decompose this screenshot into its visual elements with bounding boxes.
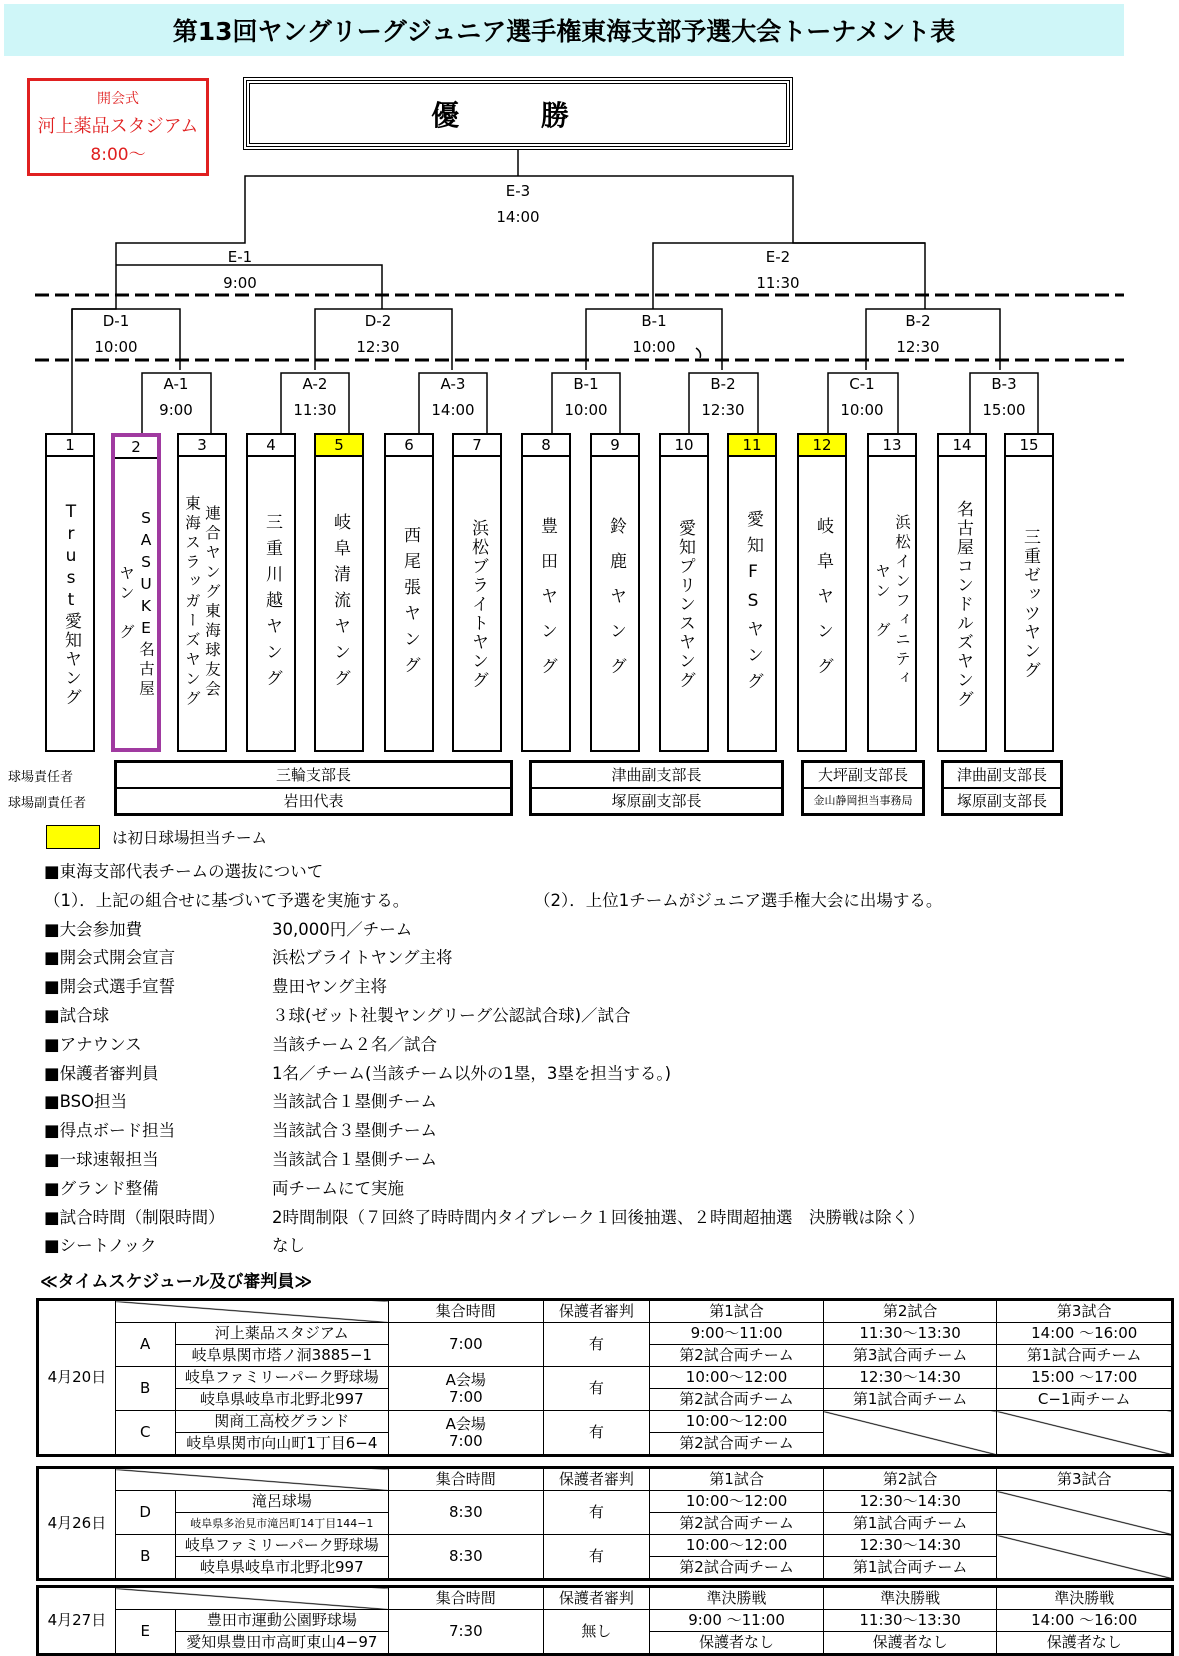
match-id: B-1 — [573, 375, 599, 393]
info-key: ■開会式選手宣誓 — [44, 977, 176, 997]
game2-time: 12:30〜14:30 — [823, 1535, 997, 1557]
info-value: ３球(ゼット社製ヤングリーグ公認試合球)／試合 — [272, 1005, 631, 1025]
team-column — [246, 433, 296, 752]
team-number: 11 — [729, 435, 775, 457]
match-b3 — [974, 371, 1034, 423]
game3-time: 15:00 〜17:00 — [997, 1367, 1173, 1389]
team-name — [869, 457, 915, 745]
info-note-2: （2）．上位1チームがジュニア選手権大会に出場する。 — [534, 890, 943, 910]
game3-empty — [997, 1411, 1173, 1456]
match-time: 10:00 — [564, 401, 608, 419]
info-row — [44, 1146, 1144, 1175]
umpire-flag: 有 — [543, 1411, 650, 1456]
gather-clock: 7:00 — [448, 1431, 483, 1450]
info-key: ■試合時間（制限時間） — [44, 1207, 225, 1227]
info-key: ■グランド整備 — [44, 1178, 159, 1198]
match-e1 — [210, 244, 270, 296]
team-name: 岐阜清流ヤング — [330, 513, 350, 695]
deputy-name: 塚原副支部長 — [532, 787, 781, 813]
game2-time: 12:30〜14:30 — [823, 1367, 997, 1389]
team-name-part: ヤン グ — [117, 565, 135, 643]
schedule-title: ≪タイムスケジュール及び審判員≫ — [40, 1272, 313, 1292]
info-value: 両チームにて実施 — [272, 1178, 404, 1198]
header-blank — [115, 1468, 388, 1491]
match-id: A-2 — [302, 375, 328, 393]
venue-code: E — [115, 1610, 175, 1655]
info-value: 当該試合３塁側チーム — [272, 1121, 437, 1141]
team-number: 2 — [115, 437, 157, 459]
info-value: 30,000円／チーム — [272, 919, 413, 939]
match-time: 12:30 — [896, 338, 940, 356]
team-column — [314, 433, 364, 752]
match-id: E-1 — [227, 248, 253, 266]
match-time: 12:30 — [701, 401, 745, 419]
gather-time — [389, 1367, 544, 1411]
header-semi3: 準決勝戦 — [997, 1587, 1173, 1610]
match-d1 — [86, 308, 146, 360]
header-gather: 集合時間 — [389, 1300, 544, 1323]
game1-time: 10:00〜12:00 — [650, 1367, 824, 1389]
schedule-day1-table — [36, 1298, 1174, 1457]
game3-umpires: 第1試合両チーム — [997, 1345, 1173, 1367]
opening-venue: 河上薬品スタジアム — [37, 116, 199, 137]
team-number: 9 — [592, 435, 638, 457]
info-value: 当該試合１塁側チーム — [272, 1092, 437, 1112]
team-number: 10 — [661, 435, 707, 457]
team-name: Trust愛知ヤング — [61, 501, 81, 707]
match-b1-r — [556, 371, 616, 423]
role-label-deputy: 球場副責任者 — [8, 796, 87, 811]
gather-time: 8:30 — [389, 1535, 544, 1580]
day2-date: 4月26日 — [38, 1468, 116, 1580]
venue-code: B — [115, 1535, 175, 1580]
umpire-flag: 有 — [543, 1367, 650, 1411]
game2-umpires: 保護者なし — [823, 1632, 997, 1655]
info-row — [44, 1175, 1144, 1204]
game2-umpires: 第3試合両チーム — [823, 1345, 997, 1367]
umpire-flag: 有 — [543, 1323, 650, 1367]
match-a1 — [146, 371, 206, 423]
team-name: 三重川越ヤング — [262, 513, 282, 695]
match-c1 — [832, 371, 892, 423]
match-id: D-2 — [364, 312, 392, 330]
team-column — [937, 433, 987, 752]
info-row — [44, 1031, 1144, 1060]
match-time: 11:30 — [756, 274, 800, 292]
info-key: ■アナウンス — [44, 1034, 142, 1054]
team-name: 岐阜ヤング — [813, 516, 833, 692]
team-column — [111, 433, 161, 752]
game2-umpires: 第1試合両チーム — [823, 1513, 997, 1535]
team-column — [384, 433, 434, 752]
info-row — [44, 973, 1144, 1002]
legend-text: は初日球場担当チーム — [112, 829, 268, 847]
match-time: 9:00 — [159, 401, 193, 419]
match-time: 10:00 — [94, 338, 138, 356]
gather-venue: A会場 — [445, 1414, 486, 1433]
team-name: 豊田ヤング — [537, 516, 557, 692]
header-game2: 第2試合 — [823, 1300, 997, 1323]
info-value: 2時間制限（７回終了時時間内タイブレーク１回後抽選、２時間超抽選 決勝戦は除く） — [272, 1207, 925, 1227]
team-name-part: 連合ヤング東海球友会 — [203, 504, 221, 700]
game2-empty — [823, 1411, 997, 1456]
game1-umpires: 第2試合両チーム — [650, 1513, 824, 1535]
team-column — [452, 433, 502, 752]
match-id: D-1 — [102, 312, 130, 330]
team-name — [179, 457, 225, 745]
match-time: 14:00 — [431, 401, 475, 419]
header-game3: 第3試合 — [997, 1468, 1173, 1491]
venue-name: 滝呂球場 — [175, 1491, 388, 1513]
game2-time: 11:30〜13:30 — [823, 1323, 997, 1345]
team-column — [867, 433, 917, 752]
info-notes — [44, 887, 1144, 916]
header-umpire: 保護者審判 — [543, 1300, 650, 1323]
opening-time: 8:00〜 — [90, 145, 146, 165]
info-row — [44, 1117, 1144, 1146]
match-id: B-1 — [641, 312, 667, 330]
info-rows — [44, 916, 1144, 1262]
team-column — [797, 433, 847, 752]
game2-umpires: 第1試合両チーム — [823, 1557, 997, 1580]
match-b1 — [624, 308, 684, 360]
game3-empty — [997, 1535, 1173, 1580]
umpire-flag: 無し — [543, 1610, 650, 1655]
umpire-flag: 有 — [543, 1535, 650, 1580]
team-number: 8 — [523, 435, 569, 457]
info-key: ■保護者審判員 — [44, 1063, 159, 1083]
info-value: 豊田ヤング主将 — [272, 977, 388, 997]
info-key: ■シートノック — [44, 1236, 157, 1256]
info-row — [44, 944, 1144, 973]
match-id: B-2 — [710, 375, 736, 393]
match-id: A-1 — [163, 375, 189, 393]
game3-empty — [997, 1491, 1173, 1535]
chief-name: 三輪支部長 — [275, 766, 351, 784]
header-blank — [115, 1587, 388, 1610]
venue-address: 岐阜県岐阜市北野北997 — [175, 1557, 388, 1580]
venue-address: 岐阜県関市塔ノ洞3885−1 — [175, 1345, 388, 1367]
info-value: 1名／チーム(当該チーム以外の1塁，3塁を担当する。) — [272, 1063, 672, 1083]
team-number: 13 — [869, 435, 915, 457]
game2-time: 12:30〜14:30 — [823, 1491, 997, 1513]
game1-time: 10:00〜12:00 — [650, 1491, 824, 1513]
game3-time: 14:00 〜16:00 — [997, 1610, 1173, 1632]
team-name: 西尾張ヤング — [400, 526, 420, 682]
match-id: A-3 — [440, 375, 466, 393]
team-number: 1 — [47, 435, 93, 457]
info-value: 浜松ブライトヤング主将 — [272, 948, 453, 968]
match-e2 — [748, 244, 808, 296]
team-name: 鈴鹿ヤング — [606, 516, 626, 692]
team-column — [1004, 433, 1054, 752]
day3-date: 4月27日 — [38, 1587, 116, 1655]
match-id: E-3 — [505, 182, 531, 200]
match-time: 10:00 — [840, 401, 884, 419]
match-time: 14:00 — [496, 208, 540, 226]
legend-swatch — [46, 825, 100, 849]
deputy-name: 塚原副支部長 — [944, 787, 1060, 813]
role-box-group4 — [941, 760, 1063, 816]
gather-time: 7:30 — [389, 1610, 544, 1655]
match-b2 — [888, 308, 948, 360]
game2-time: 11:30〜13:30 — [823, 1610, 997, 1632]
venue-name: 岐阜ファミリーパーク野球場 — [175, 1367, 388, 1389]
venue-name: 岐阜ファミリーパーク野球場 — [175, 1535, 388, 1557]
info-key: ■BSO担当 — [44, 1092, 128, 1112]
team-name-part: ヤン グ — [873, 563, 891, 641]
team-number: 5 — [316, 435, 362, 457]
venue-code: B — [115, 1367, 175, 1411]
schedule-day2-table — [36, 1466, 1174, 1581]
header-semi2: 準決勝戦 — [823, 1587, 997, 1610]
gather-venue: A会場 — [445, 1370, 486, 1389]
chief-name: 大坪副支部長 — [817, 766, 908, 784]
header-gather: 集合時間 — [389, 1468, 544, 1491]
info-value: なし — [272, 1236, 305, 1256]
info-note-1: （1）．上記の組合せに基づいて予選を実施する。 — [44, 890, 410, 910]
gather-time: 7:00 — [389, 1323, 544, 1367]
role-box-group3 — [801, 760, 925, 816]
team-number: 12 — [799, 435, 845, 457]
match-b2-r — [693, 371, 753, 423]
venue-code: A — [115, 1323, 175, 1367]
game1-time: 10:00〜12:00 — [650, 1411, 824, 1433]
gather-time — [389, 1411, 544, 1456]
game1-umpires: 第2試合両チーム — [650, 1345, 824, 1367]
match-time: 12:30 — [356, 338, 400, 356]
info-value: 当該チーム２名／試合 — [272, 1034, 437, 1054]
match-id: B-2 — [905, 312, 931, 330]
match-a2 — [285, 371, 345, 423]
info-key: ■得点ボード担当 — [44, 1121, 176, 1141]
venue-address: 岐阜県岐阜市北野北997 — [175, 1389, 388, 1411]
info-key: ■一球速報担当 — [44, 1149, 159, 1169]
team-column — [659, 433, 709, 752]
team-name: 愛知FSヤング — [743, 510, 763, 698]
info-row — [44, 916, 1144, 945]
match-time: 9:00 — [223, 274, 257, 292]
info-key: ■開会式開会宣言 — [44, 948, 176, 968]
chief-name: 津曲副支部長 — [611, 766, 702, 784]
umpire-flag: 有 — [543, 1491, 650, 1535]
team-column — [177, 433, 227, 752]
venue-address: 岐阜県関市向山町1丁目6−4 — [175, 1433, 388, 1456]
info-row — [44, 1088, 1144, 1117]
info-row — [44, 1060, 1144, 1089]
team-column — [45, 433, 95, 752]
match-time: 10:00 — [632, 338, 676, 356]
team-name: 浜松ブライトヤング — [468, 518, 488, 690]
header-umpire: 保護者審判 — [543, 1587, 650, 1610]
game3-time: 14:00 〜16:00 — [997, 1323, 1173, 1345]
role-label-chief: 球場責任者 — [8, 770, 74, 785]
team-column — [590, 433, 640, 752]
team-name: 名古屋コンドルズヤング — [953, 499, 973, 709]
header-semi1: 準決勝戦 — [650, 1587, 824, 1610]
team-name: 愛知プリンスヤング — [675, 518, 695, 690]
page-title: 第13回ヤングリーグジュニア選手権東海支部予選大会トーナメント表 — [4, 4, 1124, 56]
deputy-name: 岩田代表 — [117, 787, 510, 813]
champion-box: 優 勝 — [243, 77, 793, 150]
gather-clock: 7:00 — [448, 1387, 483, 1406]
match-id: E-2 — [765, 248, 791, 266]
info-row — [44, 1002, 1144, 1031]
venue-code: D — [115, 1491, 175, 1535]
team-name-part: SASUKE名古屋 — [137, 508, 155, 700]
team-name-part: 浜松インフィニティ — [893, 514, 911, 690]
match-id: C-1 — [849, 375, 875, 393]
venue-code: C — [115, 1411, 175, 1456]
game1-umpires: 保護者なし — [650, 1632, 824, 1655]
header-game1: 第1試合 — [650, 1468, 824, 1491]
match-a3 — [423, 371, 483, 423]
role-box-group1 — [114, 760, 513, 816]
info-value: 当該試合１塁側チーム — [272, 1149, 437, 1169]
game2-umpires: 第1試合両チーム — [823, 1389, 997, 1411]
team-number: 7 — [454, 435, 500, 457]
day1-date: 4月20日 — [38, 1300, 116, 1456]
info-key: ■試合球 — [44, 1005, 110, 1025]
game3-umpires: 保護者なし — [997, 1632, 1173, 1655]
match-time: 15:00 — [982, 401, 1026, 419]
game1-time: 9:00 〜11:00 — [650, 1610, 824, 1632]
deputy-name: 金山静岡担当事務局 — [804, 787, 922, 813]
header-game3: 第3試合 — [997, 1300, 1173, 1323]
info-heading: ■東海支部代表チームの選抜について — [44, 862, 324, 881]
team-name — [115, 459, 157, 747]
venue-address: 愛知県豊田市高町東山4−97 — [175, 1632, 388, 1655]
team-name-part: 東海スラッガーズヤング — [183, 494, 201, 710]
header-game2: 第2試合 — [823, 1468, 997, 1491]
team-number: 3 — [179, 435, 225, 457]
game1-umpires: 第2試合両チーム — [650, 1389, 824, 1411]
match-id: B-3 — [991, 375, 1017, 393]
game1-time: 10:00〜12:00 — [650, 1535, 824, 1557]
game1-umpires: 第2試合両チーム — [650, 1557, 824, 1580]
header-gather: 集合時間 — [389, 1587, 544, 1610]
game3-umpires: C−1両チーム — [997, 1389, 1173, 1411]
match-d2 — [348, 308, 408, 360]
header-umpire: 保護者審判 — [543, 1468, 650, 1491]
chief-name: 津曲副支部長 — [956, 766, 1047, 784]
team-name: 三重ゼッツヤング — [1020, 528, 1040, 680]
team-column — [521, 433, 571, 752]
opening-label: 開会式 — [97, 91, 139, 107]
venue-name: 河上薬品スタジアム — [175, 1323, 388, 1345]
team-number: 15 — [1006, 435, 1052, 457]
venue-address: 岐阜県多治見市滝呂町14丁目144−1 — [175, 1513, 388, 1535]
team-column — [727, 433, 777, 752]
role-box-group2 — [529, 760, 784, 816]
info-row — [44, 1232, 1144, 1261]
schedule-day3-table — [36, 1585, 1174, 1656]
game1-umpires: 第2試合両チーム — [650, 1433, 824, 1456]
game1-time: 9:00〜11:00 — [650, 1323, 824, 1345]
venue-name: 豊田市運動公園野球場 — [175, 1610, 388, 1632]
header-game1: 第1試合 — [650, 1300, 824, 1323]
header-blank — [115, 1300, 388, 1323]
info-row — [44, 1204, 1144, 1233]
match-e3 — [488, 178, 548, 230]
team-number: 4 — [248, 435, 294, 457]
gather-time: 8:30 — [389, 1491, 544, 1535]
info-section — [44, 858, 1144, 1261]
match-time: 11:30 — [293, 401, 337, 419]
team-number: 6 — [386, 435, 432, 457]
team-number: 14 — [939, 435, 985, 457]
info-key: ■大会参加費 — [44, 919, 143, 939]
venue-name: 関商工高校グランド — [175, 1411, 388, 1433]
